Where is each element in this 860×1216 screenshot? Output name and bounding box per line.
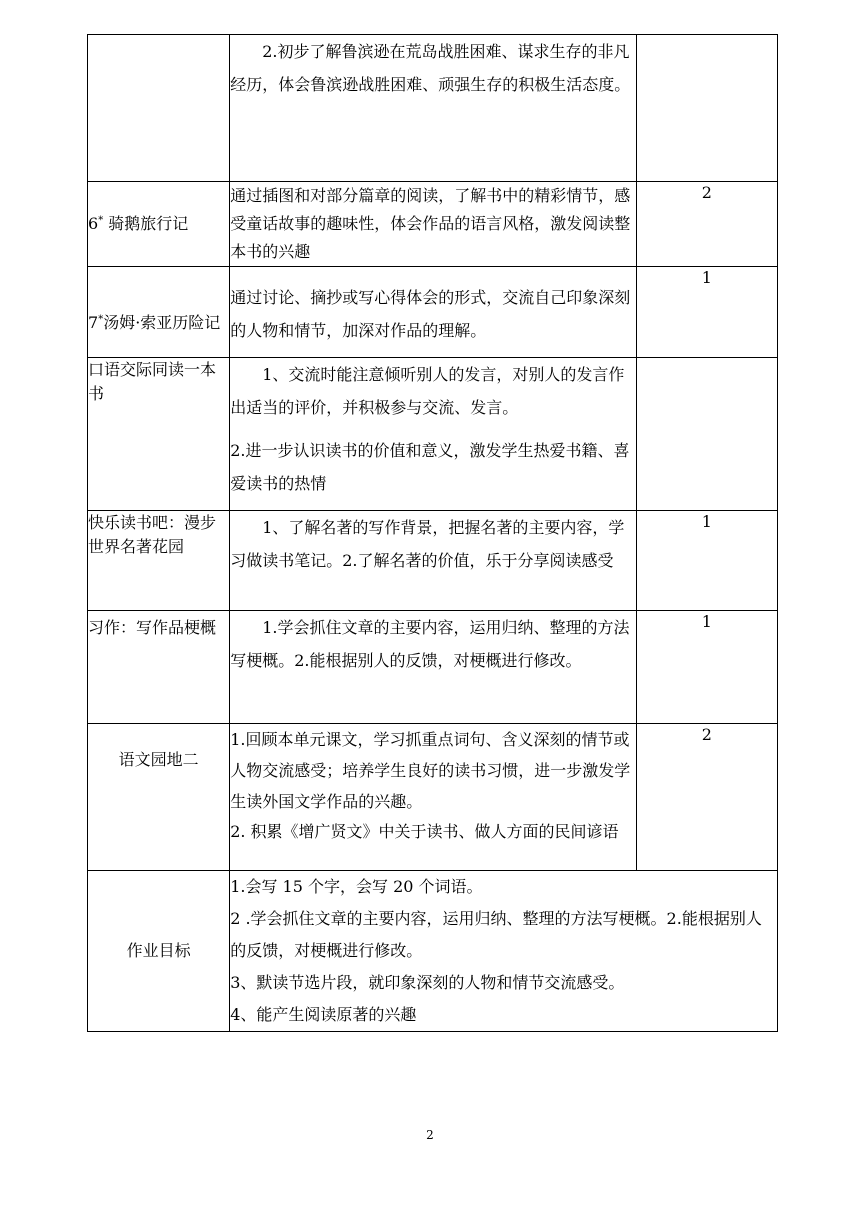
lesson-cell: 口语交际同读一本书 — [88, 358, 230, 511]
lesson-cell — [88, 182, 230, 267]
content-cell — [230, 35, 637, 182]
hours-cell: 1 — [636, 611, 777, 724]
content-cell — [230, 611, 637, 724]
lesson-title: 汤姆·索亚历险记 — [103, 313, 221, 332]
hours-cell — [636, 358, 777, 511]
table-row — [88, 724, 778, 871]
content-paragraph: 通过讨论、摘抄或写心得体会的形式，交流自己印象深刻的人物和情节，加深对作品的理解。 — [230, 288, 631, 340]
table-row — [88, 511, 778, 611]
homework-item: 1.会写 15 个字，会写 20 个词语。 — [230, 877, 483, 896]
homework-row — [88, 871, 778, 1032]
table-row — [88, 611, 778, 724]
content-cell — [230, 358, 637, 511]
lesson-mark: * — [98, 314, 104, 325]
lesson-title: 骑鹅旅行记 — [103, 214, 189, 233]
hours-cell: 2 — [636, 182, 777, 267]
homework-item: 3、默读节选片段，就印象深刻的人物和情节交流感受。 — [230, 973, 625, 992]
lesson-cell: 快乐读书吧：漫步世界名著花园 — [88, 511, 230, 611]
hours-cell: 2 — [636, 724, 777, 871]
hours-cell: 1 — [636, 511, 777, 611]
lesson-number: 6 — [88, 214, 99, 233]
homework-item: 4、能产生阅读原著的兴趣 — [230, 1005, 417, 1024]
lesson-number: 7 — [88, 313, 99, 332]
table-row — [88, 182, 778, 267]
table-row — [88, 358, 778, 511]
homework-content — [230, 871, 778, 1032]
table-row — [88, 35, 778, 182]
content-paragraph: 2.进一步认识读书的价值和意义，激发学生热爱书籍、喜爱读书的热情 — [230, 441, 630, 493]
page-number: 2 — [426, 1128, 434, 1142]
homework-item: 2 .学会抓住文章的主要内容，运用归纳、整理的方法写梗概。2.能根据别人的反馈，对梗概进行修改。 — [230, 909, 762, 960]
lesson-cell — [88, 35, 230, 182]
content-paragraph: 1.回顾本单元课文，学习抓重点词句、含义深刻的情节或人物交流感受；培养学生良好的读书习惯，进一步激发学生读外国文学作品的兴趣。 — [230, 730, 631, 811]
content-cell — [230, 267, 637, 358]
content-cell — [230, 724, 637, 871]
content-cell — [230, 182, 637, 267]
lesson-mark: * — [98, 215, 104, 226]
lesson-cell: 习作：写作品梗概 — [88, 611, 230, 724]
content-paragraph: 1、了解名著的写作背景，把握名著的主要内容，学习做读书笔记。2.了解名著的价值，乐于分享阅读感受 — [230, 518, 625, 570]
table-row — [88, 267, 778, 358]
content-cell — [230, 511, 637, 611]
lesson-cell: 语文园地二 — [88, 724, 230, 871]
hours-cell — [636, 35, 777, 182]
hours-cell: 1 — [636, 267, 777, 358]
content-paragraph: 通过插图和对部分篇章的阅读，了解书中的精彩情节，感受童话故事的趣味性，体会作品的语言风格，激发阅读整本书的兴趣 — [230, 186, 631, 261]
homework-label: 作业目标 — [88, 871, 230, 1032]
content-paragraph: 1.学会抓住文章的主要内容，运用归纳、整理的方法写梗概。2.能根据别人的反馈，对梗概进行修改。 — [230, 618, 630, 670]
content-paragraph: 2. 积累《增广贤文》中关于读书、做人方面的民间谚语 — [230, 822, 619, 841]
lesson-plan-table — [87, 34, 778, 1032]
content-paragraph: 2.初步了解鲁滨逊在荒岛战胜困难、谋求生存的非凡经历，体会鲁滨逊战胜困难、顽强生存的积极生活态度。 — [230, 42, 631, 94]
lesson-cell — [88, 267, 230, 358]
content-paragraph: 1、交流时能注意倾听别人的发言，对别人的发言作出适当的评价，并积极参与交流、发言。 — [230, 365, 625, 417]
